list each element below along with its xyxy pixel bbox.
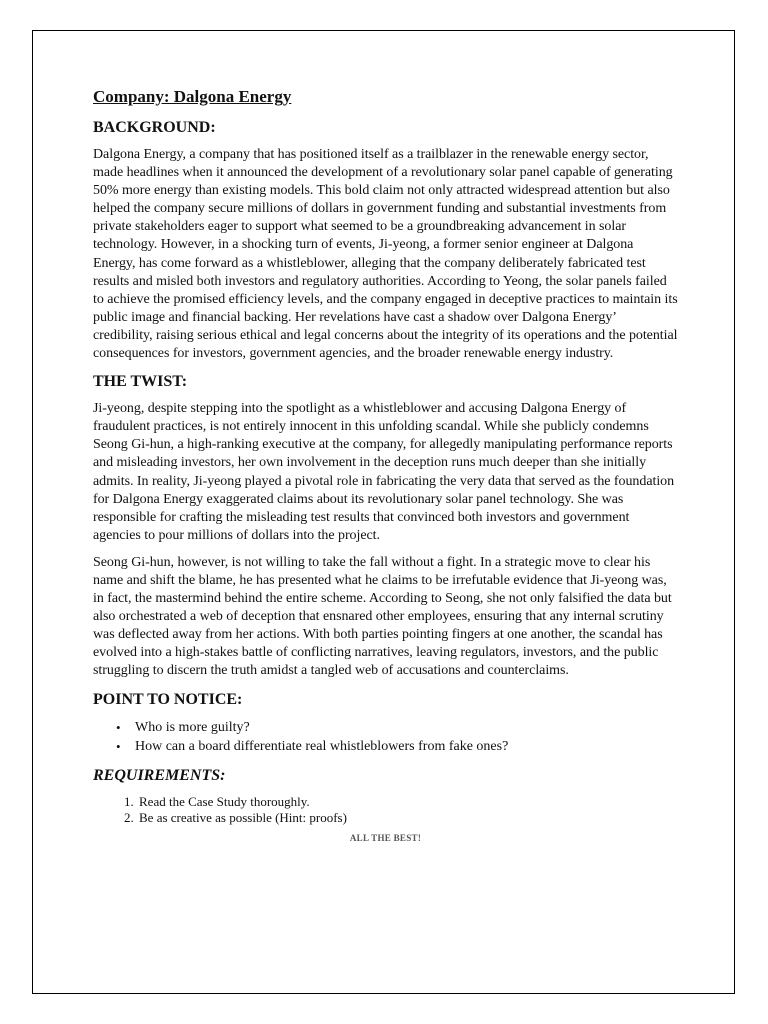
- list-item: • How can a board differentiate real whistleblowers from fake ones?: [135, 737, 678, 756]
- requirements-heading: REQUIREMENTS:: [93, 766, 226, 784]
- document-page: [32, 30, 735, 994]
- document-content: [93, 86, 678, 843]
- background-heading: BACKGROUND:: [93, 119, 216, 136]
- twist-paragraph-2: Seong Gi-hun, however, is not willing to take the fall without a fight. In a strategic move to clear his name and shift the blame, he has presented what he claims to be irrefutable evidence that Ji-yeong was, in fact, the mastermind behind the entire scheme. According to Seong, she not only falsified the data but also orchestrated a web of deception that ensnared other employees, ensuring that any internal scrutiny was deflected away from her actions. With both parties pointing fingers at one another, the scandal has evolved into a high-stakes battle of conflicting narratives, leaving regulators, investors, and the public struggling to discern the truth amidst a tangled web of accusations and counterclaims.: [93, 554, 672, 679]
- background-paragraph: Dalgona Energy, a company that has positioned itself as a trailblazer in the renewable energy sector, made headlines when it announced the development of a revolutionary solar panel capable of generating 50% more energy than existing models. This bold claim not only attracted widespread attention but also helped the company secure millions of dollars in government funding and substantial investments from private stakeholders eager to support what seemed to be a groundbreaking advancement in solar technology. However, in a shocking turn of events, Ji-yeong, a former senior engineer at Dalgona Energy, has come forward as a whistleblower, alleging that the company deliberately fabricated test results and misled both investors and regulatory authorities. According to Yeong, the solar panels failed to achieve the promised efficiency levels, and the company engaged in deceptive practices to maintain its public image and financial backing. Her revelations have cast a shadow over Dalgona Energy’ credibility, raising serious ethical and legal concerns about the integrity of its operations and the potential consequences for investors, government agencies, and the broader renewable energy industry.: [93, 147, 678, 362]
- twist-heading: THE TWIST:: [93, 373, 188, 391]
- twist-paragraph-1: Ji-yeong, despite stepping into the spotlight as a whistleblower and accusing Dalgona Energy of fraudulent practices, is not entirely innocent in this unfolding scandal. While she publicly condemns Seong Gi-hun, a high-ranking executive at the company, for allegedly manipulating performance reports and misleading investors, her own involvement in the deception runs much deeper than she initially admits. In reality, Ji-yeong played a pivotal role in fabricating the very data that served as the foundation for Dalgona Energy exaggerated claims about its revolutionary solar panel technology. She was responsible for crafting the misleading test results that convinced both investors and government agencies to pour millions of dollars into the project.: [93, 401, 675, 543]
- points-heading: POINT TO NOTICE:: [93, 690, 243, 708]
- company-title: Company: Dalgona Energy: [93, 87, 292, 106]
- list-item: 2. Be as creative as possible (Hint: proofs): [137, 810, 678, 827]
- list-item: • Who is more guilty?: [135, 718, 678, 737]
- footer-note: ALL THE BEST!: [349, 832, 422, 843]
- list-item: 1. Read the Case Study thoroughly.: [137, 794, 678, 811]
- points-list: [93, 718, 678, 756]
- requirements-list: [93, 794, 678, 827]
